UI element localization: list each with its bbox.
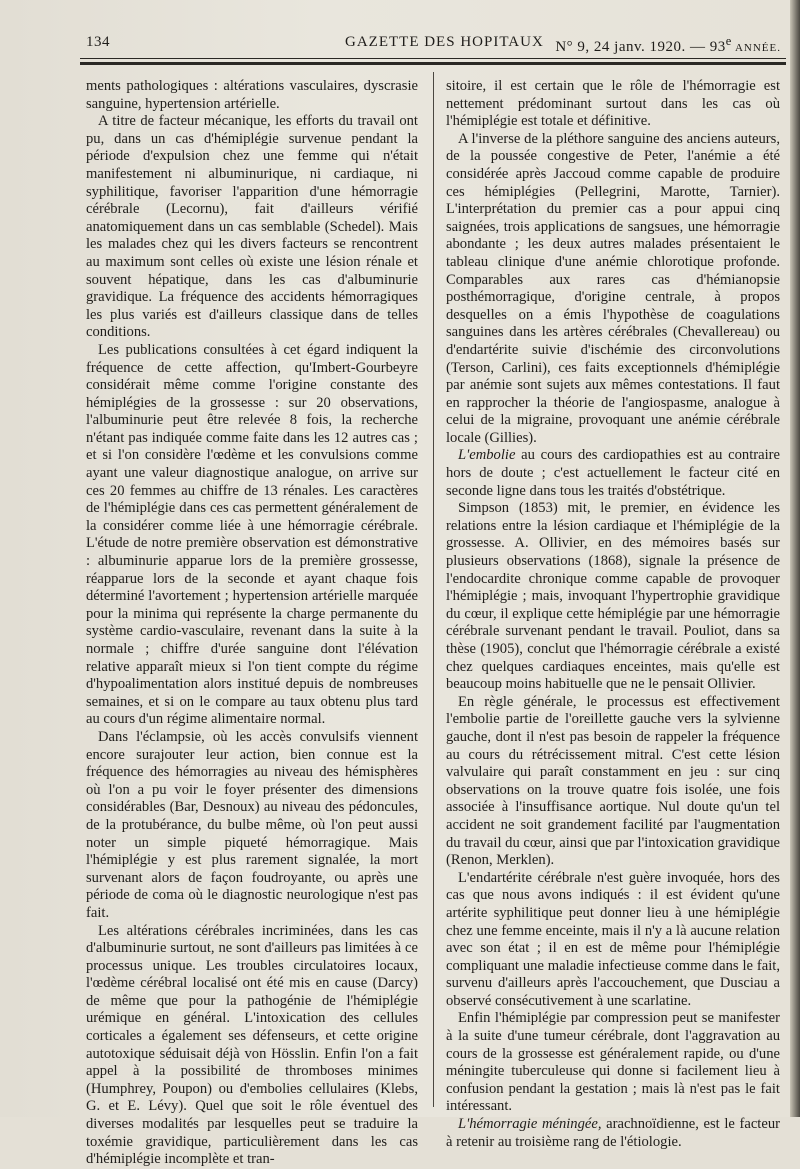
paragraph: A l'inverse de la pléthore sanguine des anciens auteurs, de la poussée congestive de Peter, l'anémie a été considérée après Jaccoud comme capable de produire ces hémiplégies (Pellegrini, Marotte, Tarnier). L'interprétation du premier cas a pour appui cinq saignées, trois applications de sangsues, une hémorragie abondante ; les deux autres malades présentaient le tableau clinique d'une anémie chlorotique profonde. Comparables aux rares cas d'hémianopsie posthémorragique, d'origine centrale, à propos desquelles on a émis l'hypothèse de coagulations sanguines dans les artères cérébrales (Chevallereau) ou d'endartérite suivie d'ischémie des circonvolutions (Terson, Carlini), ces faits exceptionnels d'hémiplégie par anémie sont sujets aux mêmes contestations. Il faut en rapprocher la théorie de l'angiospasme, analogue à celui de la migraine, provoquant une anémie cérébrale locale (Gillies).	[446, 130, 780, 446]
paragraph-text: arachnoïdienne, est le facteur à retenir au troisième rang de l'étiologie.	[446, 1116, 780, 1150]
paragraph: Les altérations cérébrales incriminées, dans les cas d'albuminurie surtout, ne sont d'ailleurs pas limitées à ce processus unique. Les troubles circulatoires locaux, l'œdème cérébral localisé ont été mis en cause (Darcy) de même que pour la pathogénie de l'hémiplégie urémique en général. L'intoxication des cellules corticales a également ses défenseurs, et cette origine autotoxique séduisait déjà von Hösslin. Enfin l'on a fait appel à la possibilité de thromboses minimes (Humphrey, Poupon) ou d'embolies cellulaires (Klebs, G. et E. Lévy). Quel que soit le rôle éventuel des diverses modalités par lesquelles peut se traduire la toxémie gravidique, particulièrement dans les cas d'hémiplégie incomplète et tran-	[86, 922, 418, 1168]
paragraph: A titre de facteur mécanique, les efforts du travail ont pu, dans un cas d'hémiplégie survenue pendant la période d'expulsion chez une femme qui n'était manifestement ni albuminurique, ni cardiaque, ni syphilitique, favoriser l'apparition d'une hémorragie cérébrale (Lecornu), fait d'ailleurs vérifié anatomiquement dans un cas semblable (Schedel). Mais les malades chez qui les divers facteurs se rencontrent au maximum sont celles où existe une lésion rénale et souvent hépatique, dans les cas d'albuminurie gravidique. La fréquence des accidents hémorragiques les plus variés est d'ailleurs classique dans de telles conditions.	[86, 113, 418, 341]
emphasis-embolie: L'embolie	[458, 447, 516, 464]
year-label: ANNÉE.	[731, 42, 781, 54]
column-divider	[433, 72, 434, 1107]
header-rule-thick	[80, 62, 786, 65]
paragraph	[446, 447, 780, 500]
issue-date: N° 9, 24 janv. 1920. — 93	[555, 39, 726, 55]
left-column	[86, 78, 418, 1169]
paragraph: Simpson (1853) mit, le premier, en évidence les relations entre la lésion cardiaque et l'hémiplégie de la grossesse. A. Ollivier, en des mémoires basés sur plusieurs observations (1868), signale la présence de l'endocardite chronique comme capable de provoquer l'hémiplégie ; mais, invoquant l'hypertrophie gravidique du cœur, il explique cette hémiplégie par une hémorragie cérébrale survenant pendant le travail. Pouliot, dans sa thèse (1905), conclut que l'hémorragie cérébrale a existé chez quelques cardiaques enceintes, mais qu'elle est beaucoup moins habituelle que ne le pensait Ollivier.	[446, 500, 780, 693]
emphasis-hemorragie-meningee: L'hémorragie méningée,	[458, 1116, 602, 1133]
header-rule-thin	[80, 58, 786, 59]
journal-title: GAZETTE DES HOPITAUX	[345, 34, 544, 50]
paragraph: Dans l'éclampsie, où les accès convulsifs viennent encore surajouter leur action, bien connue est la fréquence des hémorragies au niveau des hémisphères où l'on a pu voir le foyer présenter des dimensions considérables (Bar, Desnoux) au niveau des pédoncules, de la protubérance, du bulbe même, où l'on peut aussi noter un simple piqueté hémorragique. Mais l'hémiplégie y est plus rarement signalée, la mort survenant alors de façon foudroyante, ou après une période de coma où le diagnostic neurologique n'est pas fait.	[86, 728, 418, 921]
page-number: 134	[86, 34, 110, 50]
page-header	[80, 30, 785, 55]
paragraph: En règle générale, le processus est effectivement l'embolie partie de l'oreillette gauche vers la sylvienne gauche, dont il n'est pas besoin de rappeler la fréquence au cours du rétrécissement mitral. C'est cette lésion valvulaire qui paraît constamment en jeu : sur cinq observations on la trouve quatre fois isolée, une fois associée à l'insuffisance aortique. Nul doute qu'un tel accident ne soit grandement facilité par l'augmentation du travail du cœur, ainsi que par l'intoxication gravidique (Renon, Merklen).	[446, 693, 780, 869]
paragraph: sitoire, il est certain que le rôle de l'hémorragie est nettement prédominant surtout dans les cas où l'hémiplégie est totale et définitive.	[446, 78, 780, 130]
paragraph	[446, 1116, 780, 1151]
paragraph: L'endartérite cérébrale n'est guère invoquée, hors des cas que nous avons indiqués : il est évident qu'une artérite syphilitique peut donner lieu à une hémiplégie chez une femme enceinte, mais il n'y a là aucune relation avec son état ; il en est de même pour l'hémiplégie compliquant une maladie infectieuse comme dans le fait, survenu d'ailleurs après l'accouchement, que Dusciau a observé consécutivement à une scarlatine.	[446, 869, 780, 1009]
issue-info	[555, 34, 781, 56]
right-column	[446, 78, 780, 1151]
paragraph: ments pathologiques : altérations vasculaires, dyscrasie sanguine, hypertension artérielle.	[86, 78, 418, 112]
paragraph: Les publications consultées à cet égard indiquent la fréquence de cette affection, qu'Imbert-Gourbeyre considérait même comme l'origine constante des hémiplégies de la grossesse : sur 20 observations, l'albuminurie peut être relevée 8 fois, la recherche n'étant pas indiquée comme faite dans les 12 autres cas ; et si l'on considère l'œdème et les convulsions comme ayant une valeur diagnostique analogue, on arrive sur ces 20 femmes au chiffre de 13 rénales. Les caractères de l'hémiplégie dans ces cas permettent généralement de la considérer comme liée à une hémorragie cérébrale. L'étude de notre première observation est démonstrative : albuminurie apparue lors de la première grossesse, réapparue lors de la seconde et ayant chaque fois déterminé l'avortement ; hypertension artérielle marquée pour la minima qui représente la charge permanente du système cardio-vasculaire, revenant dans la suite à la normale ; chiffre d'urée sanguine dont l'élévation relative apparaît mieux si l'on tient compte du régime d'hypoalimentation alors institué depuis de nombreuses semaines, et si on le compare au taux obtenu plus tard au cours d'un régime alimentaire normal.	[86, 341, 418, 728]
paragraph-text: au cours des cardiopathies est au contraire hors de doute ; c'est actuellement le facteur cité en seconde ligne dans tous les traités d'obstétrique.	[446, 447, 780, 499]
paragraph: Enfin l'hémiplégie par compression peut se manifester à la suite d'une tumeur cérébrale, dont l'aggravation au cours de la grossesse est généralement rapide, ou d'une méningite tuberculeuse qui donne si facilement lieu à confusion pendant la gestation ; mais là n'est pas le fait intéressant.	[446, 1010, 780, 1115]
year-ordinal: e	[725, 34, 732, 48]
page-edge-shadow	[790, 0, 800, 1117]
